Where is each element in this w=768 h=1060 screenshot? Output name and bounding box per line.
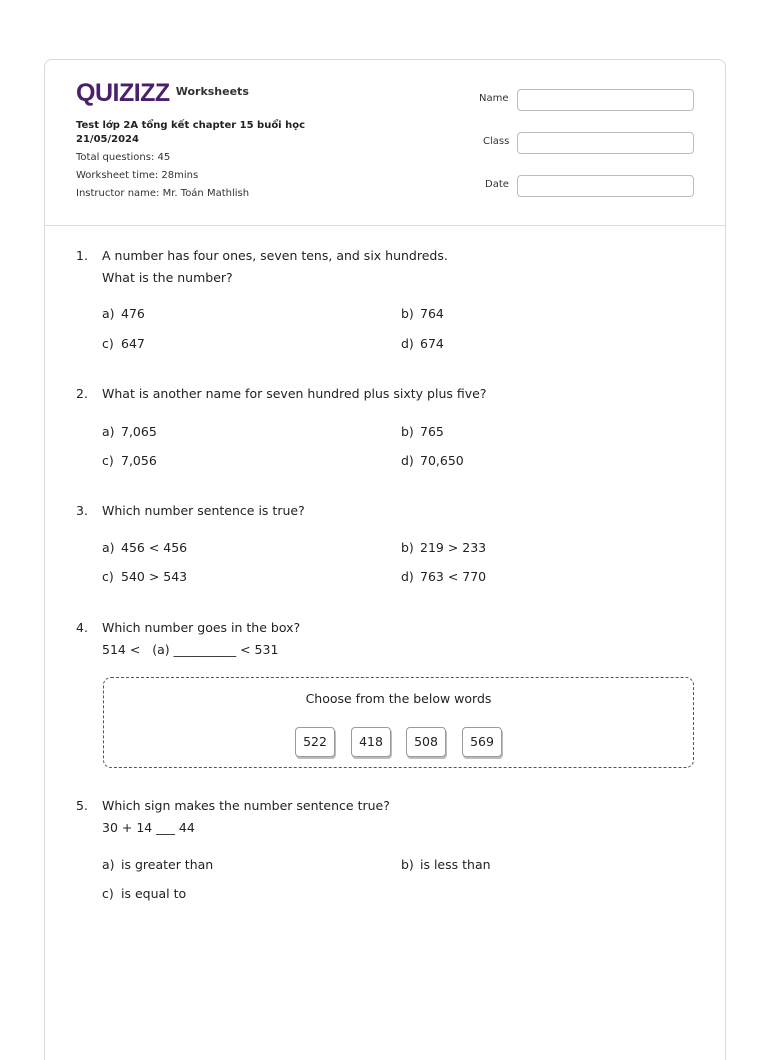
question-text: Which number sentence is true?	[102, 503, 305, 518]
question-number: 4.	[76, 620, 88, 635]
word-chip[interactable]: 522	[295, 727, 335, 757]
total-questions: Total questions: 45	[76, 152, 171, 163]
name-label: Name	[479, 93, 509, 104]
option-c[interactable]: c) 540 > 543	[102, 569, 188, 584]
option-a[interactable]: a) 476	[102, 306, 145, 321]
worksheet-title: Test lớp 2A tổng kết chapter 15 buổi học 21/05/2024	[76, 120, 306, 145]
question-number: 3.	[76, 503, 88, 518]
option-d[interactable]: d) 70,650	[401, 453, 464, 468]
date-field[interactable]	[517, 175, 694, 197]
class-field[interactable]	[517, 132, 694, 154]
word-bank-title: Choose from the below words	[305, 691, 492, 706]
instructor-name: Instructor name: Mr. Toán Mathlish	[76, 188, 250, 199]
name-field[interactable]	[517, 89, 694, 111]
question-text-line2: What is the number?	[102, 270, 233, 285]
worksheet-header	[45, 60, 725, 226]
option-b[interactable]: b) 765	[401, 424, 444, 439]
question-text: Which number goes in the box?	[102, 620, 301, 635]
quizizz-logo	[76, 79, 249, 108]
option-a[interactable]: a) 456 < 456	[102, 540, 188, 555]
option-c[interactable]: c) 647	[102, 336, 145, 351]
question-text: What is another name for seven hundred plus sixty plus five?	[102, 386, 487, 401]
word-chip[interactable]: 569	[462, 727, 502, 757]
question-text: Which sign makes the number sentence true?	[102, 798, 390, 813]
option-a[interactable]: a) 7,065	[102, 424, 157, 439]
question-text: A number has four ones, seven tens, and six hundreds.	[102, 248, 448, 263]
logo-wordmark: QUIZIZZ	[76, 79, 170, 107]
logo-subtitle: Worksheets	[175, 85, 249, 98]
question-text-line2: 30 + 14 ___ 44	[102, 820, 195, 835]
option-b[interactable]: b) 219 > 233	[401, 540, 487, 555]
option-c[interactable]: c) is equal to	[102, 886, 187, 901]
question-number: 1.	[76, 248, 88, 263]
option-b[interactable]: b) is less than	[401, 857, 491, 872]
word-bank	[103, 677, 694, 768]
option-d[interactable]: d) 763 < 770	[401, 569, 487, 584]
question-number: 2.	[76, 386, 88, 401]
word-chip[interactable]: 418	[351, 727, 391, 757]
question-number: 5.	[76, 798, 88, 813]
date-label: Date	[485, 179, 509, 190]
question-text-line2: 514 < (a) __________ < 531	[102, 642, 279, 657]
worksheet	[44, 59, 726, 1060]
option-c[interactable]: c) 7,056	[102, 453, 157, 468]
class-label: Class	[483, 136, 510, 147]
option-b[interactable]: b) 764	[401, 306, 444, 321]
worksheet-time: Worksheet time: 28mins	[76, 170, 199, 181]
option-d[interactable]: d) 674	[401, 336, 444, 351]
option-a[interactable]: a) is greater than	[102, 857, 214, 872]
word-chip[interactable]: 508	[406, 727, 446, 757]
